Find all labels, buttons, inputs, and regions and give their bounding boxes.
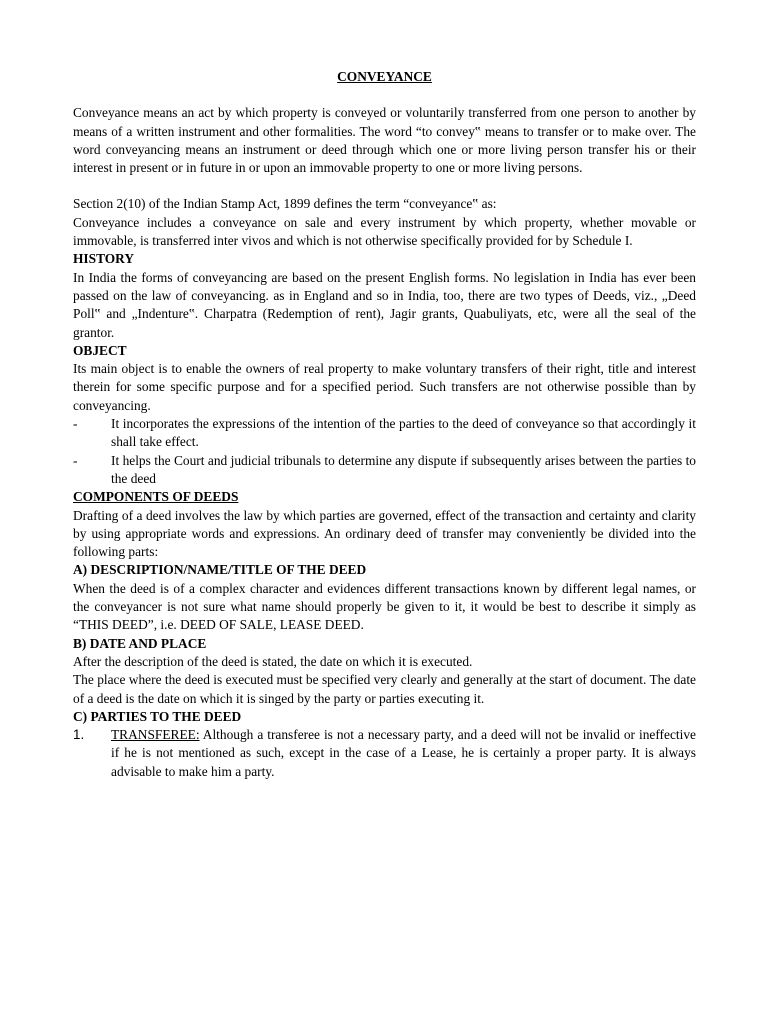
list-item xyxy=(73,726,696,781)
section-b-paragraph-2: The place where the deed is executed must be specified very clearly and generally at the start of document. The date of a deed is the date on which it is singed by the party or parties executing it. xyxy=(73,672,696,706)
bullet-text: It helps the Court and judicial tribunals to determine any dispute if subsequently arises between the parties to the deed xyxy=(111,452,696,486)
document-title: CONVEYANCE xyxy=(337,69,432,84)
party-label: TRANSFEREE: xyxy=(111,727,200,743)
dash-bullet-icon: - xyxy=(73,416,78,432)
parties-list xyxy=(73,726,696,781)
object-heading: OBJECT xyxy=(73,342,127,358)
section-c-heading: C) PARTIES TO THE DEED xyxy=(73,708,242,724)
intro-paragraph-1: Conveyance means an act by which property is conveyed or voluntarily transferred from one person to another by means of a written instrument and other formalities. The word “to convey‟ means to transfer or to make over. The word conveyancing means an instrument or deed through which one or more living person transfer his or their interest in present or in future in or upon an immovable property to one or more living persons. xyxy=(73,105,696,176)
list-number: 1. xyxy=(73,727,85,743)
history-paragraph: In India the forms of conveyancing are based on the present English forms. No legislation in India has ever been passed on the law of conveyancing. as in England and so in India, too, there are two types of Deeds, viz., „Deed Poll‟ and „Indenture‟. Charpatra (Redemption of rent), Jagir grants, Quabuliyats, etc, were all the seal of the grantor. xyxy=(73,269,696,340)
components-paragraph: Drafting of a deed involves the law by which parties are governed, effect of the transaction and certainty and clarity by using appropriate words and expressions. An ordinary deed of transfer may conveniently be divided into the following parts: xyxy=(73,507,696,560)
intro-paragraph-2: Section 2(10) of the Indian Stamp Act, 1899 defines the term “conveyance‟ as: xyxy=(73,196,497,212)
section-a-heading: A) DESCRIPTION/NAME/TITLE OF THE DEED xyxy=(73,562,367,578)
bullet-text: It incorporates the expressions of the intention of the parties to the deed of conveyance so that accordingly it shall take effect. xyxy=(111,416,696,450)
list-item xyxy=(73,452,696,489)
party-text: Although a transferee is not a necessary party, and a deed will not be invalid or ineffective if he is not mentioned as such, except in the case of a Lease, he is certainly a proper party. It is always advisable to make him a party. xyxy=(111,727,696,779)
components-heading: COMPONENTS OF DEEDS xyxy=(73,489,239,505)
history-heading: HISTORY xyxy=(73,251,135,267)
dash-bullet-icon: - xyxy=(73,452,78,468)
section-b-heading: B) DATE AND PLACE xyxy=(73,635,207,651)
section-a-paragraph: When the deed is of a complex character and evidences different transactions known by different legal names, or the conveyancer is not sure what name should properly be given to it, it would be best to describe it simply as “THIS DEED”, i.e. DEED OF SALE, LEASE DEED. xyxy=(73,580,696,633)
section-b-paragraph-1: After the description of the deed is stated, the date on which it is executed. xyxy=(73,653,473,669)
list-item xyxy=(73,415,696,452)
object-paragraph: Its main object is to enable the owners of real property to make voluntary transfers of their right, title and interest therein for some specific purpose and for a specified period. Such transfers are not otherwise possible than by conveyancing. xyxy=(73,361,696,413)
object-bullet-list xyxy=(73,415,696,488)
intro-paragraph-3: Conveyance includes a conveyance on sale and every instrument by which property, whether movable or immovable, is transferred inter vivos and which is not otherwise specifically provided for by Schedule I. xyxy=(73,214,696,249)
